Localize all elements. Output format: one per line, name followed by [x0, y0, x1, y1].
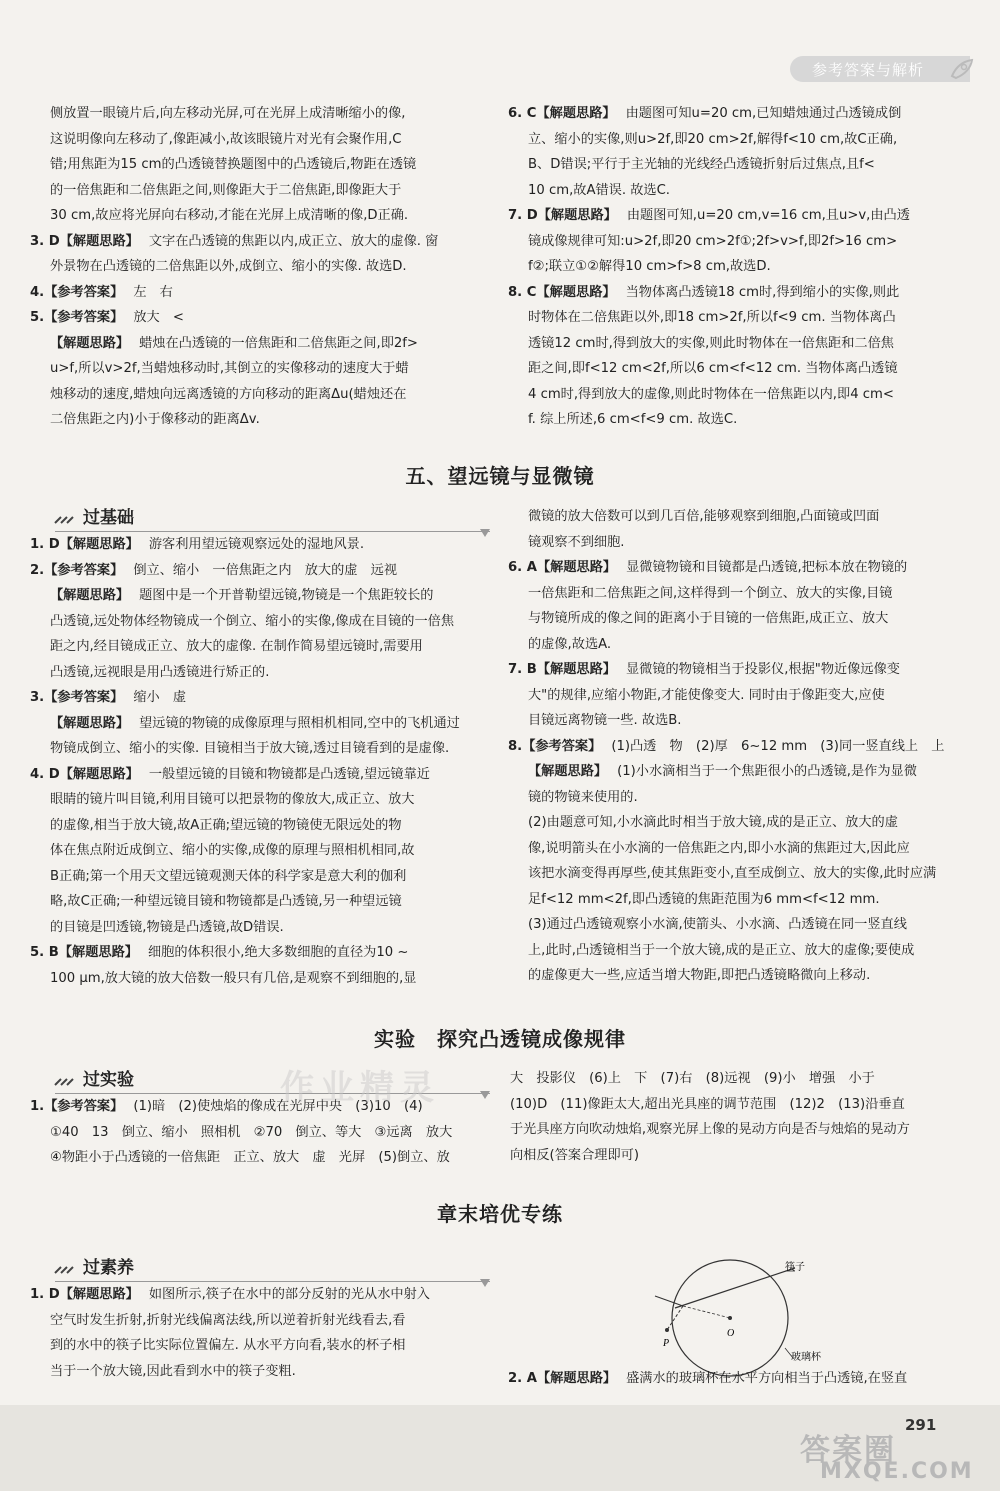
text-line — [508, 382, 968, 408]
line-text: 错;用焦距为15 cm的凸透镜替换题图中的凸透镜后,物距在透镜 — [50, 157, 417, 172]
line-text: 显微镜物镜和目镜都是凸透镜,把标本放在物镜的 — [626, 560, 908, 575]
line-text: 凸透镜,远处物体经物镜成一个倒立、缩小的实像,像成在目镜的一倍焦 — [50, 613, 455, 629]
ray-in-water — [667, 1306, 683, 1330]
text-line — [30, 356, 500, 382]
line-text: f. 综上所述,6 cm<f<9 cm. 故选C. — [528, 412, 738, 427]
text-line — [30, 203, 500, 229]
line-text: 30 cm,故应将光屏向右移动,才能在光屏上成清晰的像,D正确. — [50, 208, 409, 223]
text-line — [508, 708, 968, 734]
text-line — [30, 787, 500, 813]
line-text: 足f<12 mm<2f,即凸透镜的焦距范围为6 mm<f<12 mm. — [528, 891, 880, 907]
line-text: 10 cm,故A错误. 故选C. — [528, 182, 671, 198]
line-text: 到的水中的筷子比实际位置偏左. 从水平方向看,装水的杯子相 — [50, 1338, 406, 1353]
line-text: (3)通过凸透镜观察小水滴,使箭头、小水滴、凸透镜在同一竖直线 — [528, 917, 907, 932]
text-line — [30, 1145, 500, 1171]
line-text: 倒立、缩小 一倍焦距之内 放大的虚 远视 — [133, 562, 398, 578]
answer-tag: 【参考答案】 — [44, 284, 124, 300]
line-text: 镜的物镜来使用的. — [528, 789, 638, 805]
subhead-literacy-label: 过素养 — [83, 1258, 134, 1278]
line-text: 细胞的体积很小,绝大多数细胞的直径为10 ~ — [147, 945, 409, 960]
answer-tag: 【解题思路】 — [59, 537, 139, 552]
block-literacy-left — [30, 1282, 500, 1384]
line-text: 像,说明箭头在小水滴的一倍焦距之内,即小水滴的焦距过大,因此应 — [528, 840, 910, 856]
text-line — [30, 229, 500, 255]
text-line — [508, 632, 968, 658]
question-number: 5. — [30, 310, 45, 325]
line-text: 眼睛的镜片叫目镜,利用目镜可以把景物的像放大,成正立、放大 — [50, 792, 415, 807]
text-line — [508, 555, 968, 581]
text-line — [508, 229, 968, 255]
text-line — [30, 685, 500, 711]
text-line — [508, 810, 968, 836]
subhead-basics-label: 过基础 — [83, 508, 134, 528]
text-line — [30, 382, 500, 408]
line-text: 游客利用望远镜观察远处的湿地风景. — [148, 537, 365, 552]
question-number: 1. — [30, 1099, 45, 1114]
text-line — [30, 711, 500, 737]
line-text: 于光具座方向吹动烛焰,观察光屏上像的晃动方向是否与烛焰的晃动方 — [510, 1122, 910, 1137]
rocket-icon — [948, 58, 976, 80]
line-text: 二倍焦距之内)小于像移动的距离Δv. — [50, 412, 260, 427]
question-number: 3. D — [30, 233, 60, 249]
text-line — [508, 203, 968, 229]
question-number: 5. B — [30, 945, 59, 960]
answer-tag: 【解题思路】 — [59, 766, 139, 782]
section-title-chapter-practice: 章末培优专练 — [437, 1202, 563, 1226]
watermark-center: 作业精灵 — [280, 1068, 440, 1108]
text-line — [30, 966, 500, 992]
line-text: (1)小水滴相当于一个焦距很小的凸透镜,是作为显微 — [617, 764, 917, 779]
text-line — [30, 813, 500, 839]
text-line — [30, 1359, 500, 1385]
text-line — [30, 915, 500, 941]
question-number: 7. D — [508, 208, 538, 223]
block-top-right — [508, 101, 968, 433]
text-line — [30, 280, 500, 306]
line-text: 100 μm,放大镜的放大倍数一般只有几倍,是观察不到细胞的,显 — [50, 970, 417, 986]
line-text: 的虚像,故选A. — [528, 636, 612, 652]
answer-tag: 【参考答案】 — [44, 310, 124, 325]
decor-icon — [53, 513, 75, 525]
text-line — [510, 1117, 970, 1143]
line-text: 由题图可知u=20 cm,已知蜡烛通过凸透镜成倒 — [625, 106, 902, 121]
text-line — [508, 101, 968, 127]
answer-tag: 【参考答案】 — [522, 738, 602, 754]
block-mid-left — [30, 532, 500, 991]
answer-tag: 【解题思路】 — [536, 1371, 617, 1386]
text-line — [508, 657, 968, 683]
text-line — [510, 1066, 970, 1092]
text-line — [508, 1366, 968, 1392]
text-line — [30, 1333, 500, 1359]
line-text: (1)凸透 物 (2)厚 6~12 mm (3)同一竖直线上 上 — [611, 738, 945, 754]
question-number: 8. C — [508, 284, 537, 300]
line-text: 时物体在二倍焦距以外,即18 cm>2f,所以f<9 cm. 当物体离凸 — [528, 310, 896, 325]
question-number: 1. D — [30, 1287, 60, 1302]
section-title-experiment: 实验 探究凸透镜成像规律 — [374, 1027, 626, 1051]
question-number: 6. C — [508, 106, 537, 121]
text-line — [508, 127, 968, 153]
line-text: 物镜成倒立、缩小的实像. 目镜相当于放大镜,透过目镜看到的是虚像. — [50, 741, 450, 756]
line-text: 蜡烛在凸透镜的一倍焦距和二倍焦距之间,即2f> — [139, 335, 418, 351]
text-line — [30, 1120, 500, 1146]
line-text: 一般望远镜的目镜和物镜都是凸透镜,望远镜靠近 — [148, 766, 430, 782]
line-text: 大"的规律,应缩小物距,才能使像变大. 同时由于像距变大,应使 — [528, 687, 885, 703]
line-text: 一倍焦距和二倍焦距之间,这样得到一个倒立、放大的实像,目镜 — [528, 585, 893, 601]
text-line — [510, 1092, 970, 1118]
refracted-ray — [655, 1296, 683, 1306]
line-text: 显微镜的物镜相当于投影仪,根据"物近像远像变 — [625, 662, 900, 677]
line-text: 放大 < — [133, 310, 184, 325]
text-line — [30, 1308, 500, 1334]
line-text: B正确;第一个用天文望远镜观测天体的科学家是意大利的伽利 — [50, 868, 407, 884]
text-line — [30, 101, 500, 127]
line-text: 侧放置一眼镜片后,向左移动光屏,可在光屏上成清晰缩小的像, — [50, 106, 406, 121]
line-text: 左 右 — [133, 284, 173, 300]
text-line — [30, 331, 500, 357]
subhead-basics — [55, 505, 490, 532]
text-line — [30, 762, 500, 788]
line-text: 目镜远离物镜一些. 故选B. — [528, 713, 682, 728]
subhead-literacy — [55, 1255, 490, 1282]
text-line — [508, 254, 968, 280]
text-line — [508, 606, 968, 632]
text-line — [30, 178, 500, 204]
line-text: 如图所示,筷子在水中的部分反射的光从水中射入 — [148, 1287, 430, 1302]
line-text: 由题图可知,u=20 cm,v=16 cm,且u>v,由凸透 — [626, 208, 910, 223]
line-text: 当于一个放大镜,因此看到水中的筷子变粗. — [50, 1363, 296, 1379]
text-line — [508, 963, 968, 989]
text-line — [30, 127, 500, 153]
line-text: 的一倍焦距和二倍焦距之间,则像距大于二倍焦距,即像距大于 — [50, 182, 402, 198]
line-text: 文字在凸透镜的焦距以内,成正立、放大的虚像. 窗 — [148, 233, 439, 249]
decor-icon — [53, 1075, 75, 1087]
line-text: 当物体离凸透镜18 cm时,得到缩小的实像,则此 — [625, 284, 900, 300]
label-glass — [791, 1350, 822, 1363]
line-text: 缩小 虚 — [133, 690, 187, 705]
text-line — [30, 558, 500, 584]
line-text: 望远镜的物镜的成像原理与照相机相同,空中的飞机通过 — [139, 715, 460, 731]
label-p: P — [663, 1338, 670, 1349]
line-text: ④物距小于凸透镜的一倍焦距 正立、放大 虚 光屏 (5)倒立、放 — [50, 1150, 450, 1165]
text-line — [508, 734, 968, 760]
question-number: 2. A — [508, 1371, 537, 1386]
block-literacy-right — [508, 1366, 968, 1392]
line-text: 的虚像,相当于放大镜,故A正确;望远镜的物镜使无限远处的物 — [50, 817, 402, 833]
text-line — [30, 736, 500, 762]
watermark-url: MXQE.COM — [820, 1459, 974, 1484]
text-line — [508, 887, 968, 913]
line-text: u>f,所以v>2f,当蜡烛移动时,其倒立的实像移动的速度大于蜡 — [50, 361, 409, 376]
line-text: 题图中是一个开普勒望远镜,物镜是一个焦距较长的 — [139, 588, 434, 603]
line-text: 上,此时,凸透镜相当于一个放大镜,成的是正立、放大的虚像;要使成 — [528, 942, 915, 958]
text-line — [30, 889, 500, 915]
line-text: 透镜12 cm时,得到放大的实像,则此时物体在一倍焦距和二倍焦 — [528, 335, 894, 351]
line-text: ①40 13 倒立、缩小 照相机 ②70 倒立、等大 ③远离 放大 — [50, 1124, 453, 1140]
header-bar — [790, 56, 970, 82]
question-number: 4. — [30, 284, 45, 300]
answer-tag: 【解题思路】 — [50, 715, 130, 731]
line-text: 略,故C正确;一种望远镜目镜和物镜都是凸透镜,另一种望远镜 — [50, 894, 402, 909]
text-line — [508, 407, 968, 433]
text-line — [30, 660, 500, 686]
answer-tag: 【解题思路】 — [536, 662, 616, 677]
text-line — [30, 532, 500, 558]
text-line — [30, 152, 500, 178]
question-number: 4. D — [30, 766, 60, 782]
line-text: 外景物在凸透镜的二倍焦距以外,成倒立、缩小的实像. 故选D. — [50, 259, 407, 274]
answer-tag: 【解题思路】 — [59, 1287, 139, 1302]
line-text: (10)D (11)像距太大,超出光具座的调节范围 (12)2 (13)沿垂直 — [510, 1096, 905, 1112]
subhead-experiment-label: 过实验 — [83, 1070, 134, 1090]
label-glass-text: 玻璃杯 — [791, 1352, 821, 1363]
text-line — [508, 861, 968, 887]
answer-tag: 【解题思路】 — [536, 284, 616, 300]
text-line — [30, 940, 500, 966]
text-line — [508, 759, 968, 785]
text-line — [508, 836, 968, 862]
block-top-left — [30, 101, 500, 433]
question-number: 8. — [508, 738, 523, 754]
line-text: 的虚像更大一些,应适当增大物距,即把凸透镜略微向上移动. — [528, 968, 871, 983]
answer-tag: 【解题思路】 — [536, 106, 616, 121]
line-text: (2)由题意可知,小水滴此时相当于放大镜,成的是正立、放大的虚 — [528, 815, 898, 830]
watermark-logo: 答案圈 — [800, 1433, 896, 1468]
line-text: 与物镜所成的像之间的距离小于目镜的一倍焦距,成正立、放大 — [528, 611, 889, 626]
text-line — [508, 331, 968, 357]
point-o — [728, 1316, 732, 1320]
text-line — [30, 1282, 500, 1308]
text-line — [508, 504, 968, 530]
text-line — [508, 581, 968, 607]
text-line — [508, 912, 968, 938]
line-text: 镜观察不到细胞. — [528, 534, 625, 550]
text-line — [30, 838, 500, 864]
page-number: 291 — [905, 1416, 937, 1434]
line-text: 向相反(答案合理即可) — [510, 1147, 639, 1163]
text-line — [30, 305, 500, 331]
text-line — [30, 254, 500, 280]
line-text: 的目镜是凹透镜,物镜是凸透镜,故D错误. — [50, 919, 284, 935]
answer-tag: 【参考答案】 — [44, 1099, 124, 1114]
block-exp-right — [510, 1066, 970, 1168]
text-line — [30, 583, 500, 609]
label-o: O — [727, 1328, 735, 1339]
line-text: B、D错误;平行于主光轴的光线经凸透镜折射后过焦点,且f< — [528, 157, 875, 172]
label-chopsticks: 筷子 — [785, 1262, 805, 1273]
text-line — [508, 280, 968, 306]
answer-tag: 【解题思路】 — [536, 560, 617, 575]
question-number: 7. B — [508, 662, 537, 677]
answer-tag: 【参考答案】 — [44, 690, 124, 705]
answer-tag: 【解题思路】 — [59, 233, 139, 249]
text-line — [508, 530, 968, 556]
line-text: 大 投影仪 (6)上 下 (7)右 (8)远视 (9)小 增强 小于 — [510, 1071, 875, 1086]
answer-tag: 【参考答案】 — [44, 562, 124, 578]
answer-tag: 【解题思路】 — [50, 335, 130, 351]
text-line — [30, 407, 500, 433]
text-line — [30, 864, 500, 890]
header-label: 参考答案与解析 — [812, 61, 925, 79]
line-text: 立、缩小的实像,则u>2f,即20 cm>2f,解得f<10 cm,故C正确, — [528, 131, 898, 147]
question-number: 6. A — [508, 560, 537, 575]
line-text: 这说明像向左移动了,像距减小,故该眼镜片对光有会聚作用,C — [50, 131, 402, 147]
line-text: 该把水滴变得再厚些,使其焦距变小,直至成倒立、放大的实像,此时应满 — [528, 866, 937, 881]
line-text: 距之间,即f<12 cm<2f,所以6 cm<f<12 cm. 当物体离凸透镜 — [528, 361, 898, 376]
line-text: 体在焦点附近成倒立、缩小的实像,成像的原理与照相机相同,故 — [50, 843, 415, 858]
decor-icon — [53, 1263, 75, 1275]
line-text: 镜成像规律可知:u>2f,即20 cm>2f①;2f>v>f,即2f>16 cm> — [528, 233, 898, 249]
line-text: 距之内,经目镜成正立、放大的虚像. 在制作简易望远镜时,需要用 — [50, 639, 423, 654]
line-text: 烛移动的速度,蜡烛向远离透镜的方向移动的距离Δu(蜡烛还在 — [50, 386, 407, 402]
line-text: f②;联立①②解得10 cm>f>8 cm,故选D. — [528, 259, 771, 274]
line-text: (1)暗 (2)使烛焰的像成在光屏中央 (3)10 (4) — [133, 1099, 423, 1114]
section-title-telescope: 五、望远镜与显微镜 — [405, 464, 595, 488]
text-line — [508, 152, 968, 178]
point-p — [665, 1328, 669, 1332]
text-line — [508, 178, 968, 204]
line-text: 微镜的放大倍数可以到几百倍,能够观察到细胞,凸面镜或凹面 — [528, 509, 880, 524]
text-line — [508, 785, 968, 811]
question-number: 1. D — [30, 537, 60, 552]
text-line — [508, 356, 968, 382]
line-text: 凸透镜,远视眼是用凸透镜进行矫正的. — [50, 664, 270, 680]
answer-tag: 【解题思路】 — [528, 764, 608, 779]
normal-line — [683, 1306, 730, 1318]
text-line — [510, 1143, 970, 1169]
question-number: 3. — [30, 690, 45, 705]
line-text: 4 cm时,得到放大的虚像,则此时物体在一倍焦距以内,即4 cm< — [528, 386, 894, 402]
answer-tag: 【解题思路】 — [537, 208, 617, 223]
text-line — [30, 634, 500, 660]
block-mid-right — [508, 504, 968, 989]
text-line — [508, 305, 968, 331]
line-text: 盛满水的玻璃杯在水平方向相当于凸透镜,在竖直 — [626, 1371, 908, 1386]
line-text: 空气时发生折射,折射光线偏离法线,所以逆着折射光线看去,看 — [50, 1312, 406, 1328]
text-line — [30, 609, 500, 635]
answer-tag: 【解题思路】 — [58, 945, 138, 960]
text-line — [508, 683, 968, 709]
text-line — [508, 938, 968, 964]
question-number: 2. — [30, 562, 45, 578]
answer-tag: 【解题思路】 — [50, 588, 130, 603]
